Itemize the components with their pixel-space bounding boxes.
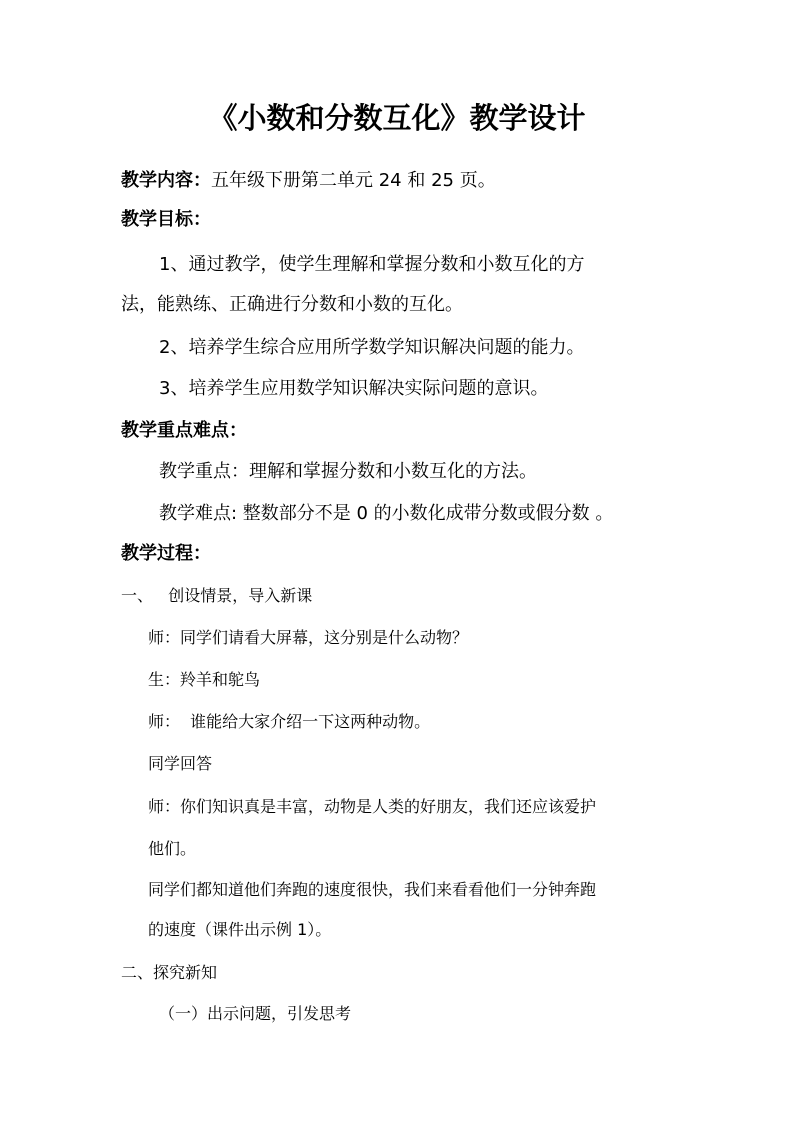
section-2-heading: 二、探究新知 <box>121 963 218 982</box>
teaching-keypoint: 教学重点：理解和掌握分数和小数互化的方法。 <box>159 461 537 482</box>
teaching-difficulty: 教学难点: 整数部分不是 0 的小数化成带分数或假分数 。 <box>159 503 614 524</box>
section-1-heading: 一、 创设情景，导入新课 <box>121 586 313 605</box>
dialogue-line-6: 他们。 <box>148 839 197 858</box>
content-line <box>121 168 496 194</box>
process-heading: 教学过程： <box>121 543 211 564</box>
goals-heading: 教学目标： <box>121 209 211 230</box>
dialogue-line-8: 的速度（课件出示例 1）。 <box>148 920 332 939</box>
dialogue-line-4: 同学回答 <box>148 754 213 773</box>
goal-1-line-1: 1、通过教学，使学生理解和掌握分数和小数互化的方 <box>159 254 585 275</box>
content-label: 教学内容： <box>121 170 211 191</box>
dialogue-line-3: 师： 谁能给大家介绍一下这两种动物。 <box>148 712 431 731</box>
goal-1-line-2: 法，能熟练、正确进行分数和小数的互化。 <box>121 294 463 315</box>
dialogue-line-7: 同学们都知道他们奔跑的速度很快，我们来看看他们一分钟奔跑 <box>148 880 597 899</box>
keypoints-heading: 教学重点难点： <box>121 420 247 441</box>
dialogue-line-2: 生：羚羊和鸵鸟 <box>148 670 261 689</box>
content-text: 五年级下册第二单元 24 和 25 页。 <box>211 170 496 191</box>
dialogue-line-5: 师：你们知识真是丰富，动物是人类的好朋友，我们还应该爱护 <box>148 797 597 816</box>
goal-3: 3、培养学生应用数学知识解决实际问题的意识。 <box>159 378 549 399</box>
dialogue-line-1: 师：同学们请看大屏幕，这分别是什么动物？ <box>148 628 469 647</box>
goal-2: 2、培养学生综合应用所学数学知识解决问题的能力。 <box>159 337 585 358</box>
subsection-1-heading: （一）出示问题，引发思考 <box>159 1004 352 1023</box>
document-title: 《小数和分数互化》教学设计 <box>208 101 586 135</box>
